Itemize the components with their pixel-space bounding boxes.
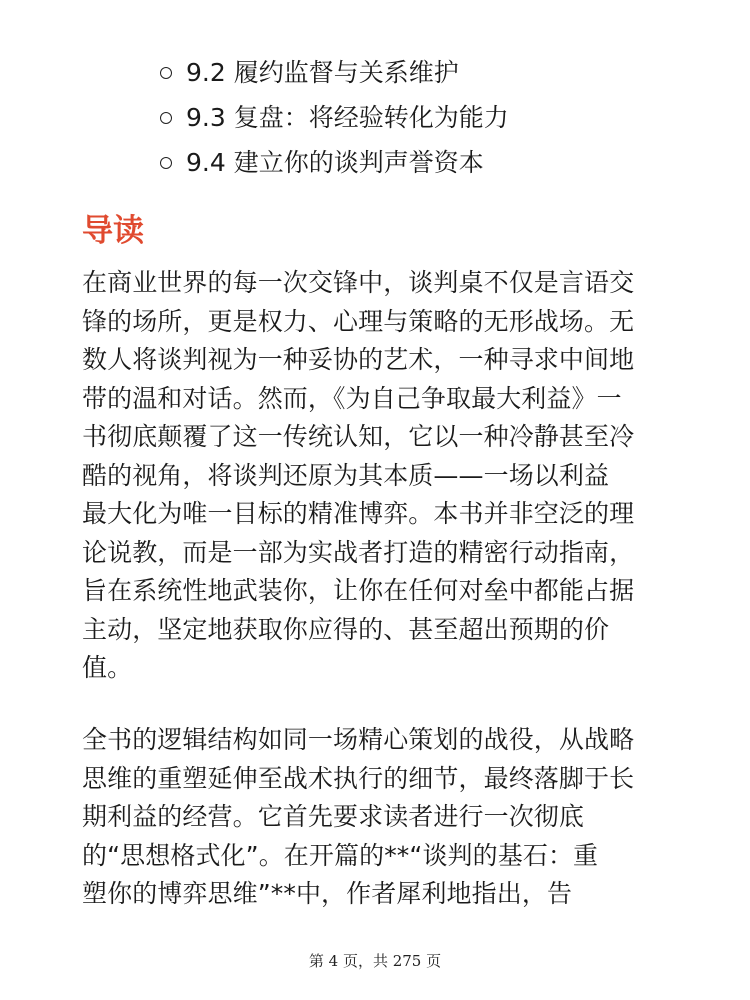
toc-item-label: 9.4 建立你的谈判声誉资本: [186, 148, 484, 177]
text-line: 酷的视角，将谈判还原为其本质——一场以利益: [82, 460, 610, 490]
text-line: 在商业世界的每一次交锋中，谈判桌不仅是言语交: [82, 268, 635, 297]
toc-list: [160, 50, 509, 185]
toc-item-label: 9.3 复盘：将经验转化为能力: [186, 103, 509, 132]
text-line: 数人将谈判视为一种妥协的艺术，一种寻求中间地: [82, 345, 635, 374]
page-number-footer: 第 4 页，共 275 页: [308, 952, 442, 970]
text-line: 锋的场所，更是权力、心理与策略的无形战场。无: [82, 306, 635, 336]
text-line: 期利益的经营。它首先要求读者进行一次彻底: [82, 802, 585, 831]
circle-bullet-icon: [160, 157, 172, 169]
text-line: 全书的逻辑结构如同一场精心策划的战役，从战略: [82, 725, 635, 754]
intro-paragraph-2: [82, 721, 672, 914]
text-line: 最大化为唯一目标的精准博弈。本书并非空泛的理: [82, 499, 635, 528]
text-line: 论说教，而是一部为实战者打造的精密行动指南，: [82, 537, 635, 567]
text-line: 值。: [82, 653, 133, 682]
text-line: 塑你的博弈思维”**中，作者犀利地指出，告: [82, 879, 573, 908]
toc-item-9-4: [160, 140, 509, 185]
text-line: 书彻底颠覆了这一传统认知，它以一种冷静甚至冷: [82, 422, 635, 451]
toc-item-label: 9.2 履约监督与关系维护: [186, 58, 459, 87]
section-heading: 导读: [82, 213, 144, 249]
toc-item-9-2: [160, 50, 509, 95]
intro-paragraph-1: [82, 264, 672, 688]
circle-bullet-icon: [160, 112, 172, 124]
text-line: 主动，坚定地获取你应得的、甚至超出预期的价: [82, 614, 610, 644]
circle-bullet-icon: [160, 67, 172, 79]
text-line: 思维的重塑延伸至战术执行的细节，最终落脚于长: [82, 763, 635, 793]
text-line: 的“思想格式化”。在开篇的**“谈判的基石：重: [82, 840, 599, 870]
text-line: 带的温和对话。然而，《为自己争取最大利益》一: [82, 383, 622, 413]
toc-item-9-3: [160, 95, 509, 140]
text-line: 旨在系统性地武装你，让你在任何对垒中都能占据: [82, 576, 635, 605]
